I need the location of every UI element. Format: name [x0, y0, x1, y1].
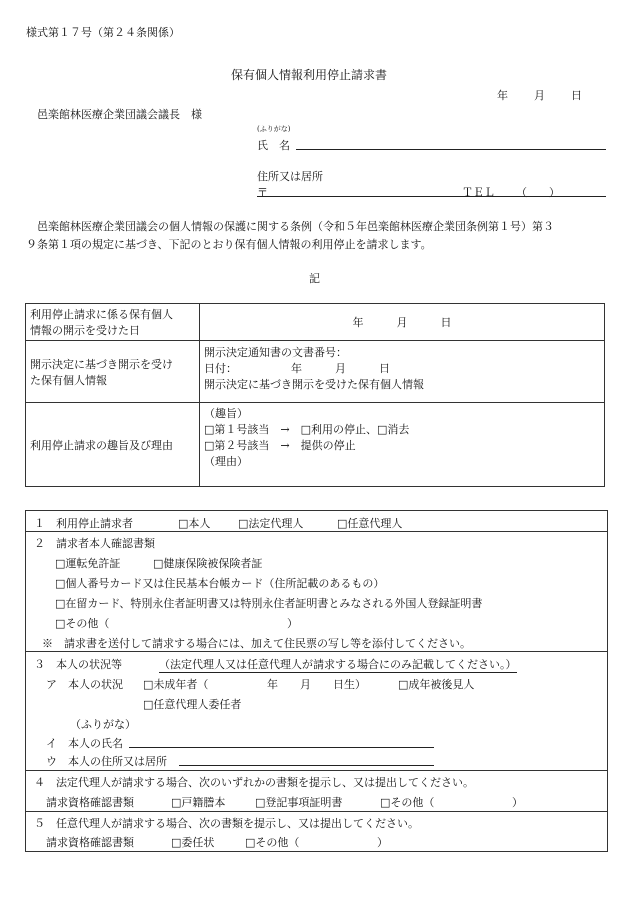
- sec4-doc-label: 請求資格確認書類: [46, 796, 134, 809]
- sec2-opt-license[interactable]: □ 運転免許証: [55, 555, 120, 571]
- tel-paren: （ ）: [516, 186, 560, 199]
- divider: [26, 651, 607, 652]
- requester-info-box: [25, 510, 608, 852]
- tel-label: ＴＥＬ: [462, 186, 495, 199]
- intro-line-2: ９条第１項の規定に基づき、下記のとおり保有個人情報の利用停止を請求します。: [26, 238, 432, 251]
- request-details-table: [25, 303, 605, 487]
- sec3-furigana: （ふりがな）: [70, 718, 136, 731]
- postal-mark: 〒: [257, 186, 268, 199]
- sec3-name-label: イ 本人の氏名: [46, 737, 123, 750]
- divider: [26, 811, 607, 812]
- sec5-label: ５ 任意代理人が請求する場合、次の書類を提示し、又は提出してください。: [34, 817, 419, 830]
- sec3-opt-ward[interactable]: □ 成年被後見人: [398, 676, 474, 692]
- sec2-opt-insurance[interactable]: □ 健康保険被保険者証: [153, 555, 262, 571]
- sec4-opt-koseki[interactable]: □ 戸籍謄本: [171, 794, 225, 810]
- applicant-address-label: 住所又は居所: [257, 170, 323, 183]
- date-day: 日: [571, 89, 582, 102]
- sec1-label: １ 利用停止請求者: [34, 517, 133, 530]
- sec5-other-close: ）: [377, 836, 388, 849]
- sec3-status-label: ア 本人の状況: [46, 678, 123, 691]
- sec3-minor-birthdate: 年 月 日生）: [267, 678, 366, 691]
- sec5-opt-other[interactable]: □ その他（: [245, 834, 299, 850]
- divider: [26, 531, 607, 532]
- sec4-other-close: ）: [512, 796, 523, 809]
- sec3-address-label: ウ 本人の住所又は居所: [46, 755, 167, 768]
- applicant-name-field[interactable]: [296, 149, 606, 150]
- sec2-label: ２ 請求者本人確認書類: [34, 537, 155, 550]
- sec3-label-note: （法定代理人又は任意代理人が請求する場合にのみ記載してください。）: [159, 658, 517, 671]
- purpose-reason-label: 利用停止請求の趣旨及び理由: [26, 403, 200, 487]
- sec2-opt-other[interactable]: □ その他（: [55, 615, 109, 631]
- sec4-label: ４ 法定代理人が請求する場合、次のいずれかの書類を提示し、又は提出してください。: [34, 776, 474, 789]
- disclosed-info-label: 開示決定に基づき開示を受け た保有個人情報: [26, 341, 200, 403]
- intro-line-1: 邑楽館林医療企業団議会の個人情報の保護に関する条例（令和５年邑楽館林医療企業団条例第１号）第３: [37, 220, 554, 233]
- ki-heading: 記: [309, 272, 320, 285]
- page-title: 保有個人情報利用停止請求書: [231, 68, 388, 82]
- form-number: 様式第１７号（第２４条関係）: [26, 26, 180, 39]
- applicant-address-field[interactable]: [257, 196, 606, 197]
- sec2-opt-mynumber[interactable]: □ 個人番号カード又は住民基本台帳カード（住所記載のあるもの）: [55, 575, 384, 591]
- date-year: 年: [497, 89, 508, 102]
- sec2-opt-residence[interactable]: □ 在留カード、特別永住者証明書又は特別永住者証明書とみなされる外国人登録証明書: [55, 595, 482, 611]
- sec1-opt-voluntary[interactable]: □ 任意代理人: [337, 515, 402, 531]
- sec1-opt-self[interactable]: □ 本人: [178, 515, 210, 531]
- date-month: 月: [534, 89, 545, 102]
- sec5-doc-label: 請求資格確認書類: [46, 836, 134, 849]
- received-date-label: 利用停止請求に係る保有個人 情報の開示を受けた日: [26, 304, 200, 341]
- sec3-opt-principal[interactable]: □ 任意代理人委任者: [143, 696, 241, 712]
- disclosed-info-field[interactable]: 開示決定通知書の文書番号： 日付： 年 月 日 開示決定に基づき開示を受けた保有個人情報: [200, 341, 605, 403]
- purpose-reason-field[interactable]: （趣旨） □第１号該当 → □利用の停止、□消去 □第２号該当 → 提供の停止 （理由）: [200, 403, 605, 487]
- sec3-name-field[interactable]: [129, 747, 434, 748]
- sec3-opt-minor[interactable]: □ 未成年者（: [143, 676, 208, 692]
- sec3-label: ３ 本人の状況等: [34, 658, 122, 671]
- sec4-opt-registry[interactable]: □ 登記事項証明書: [255, 794, 342, 810]
- sec3-address-field[interactable]: [179, 765, 434, 766]
- divider: [26, 770, 607, 771]
- received-date-field[interactable]: 年 月 日: [200, 304, 605, 341]
- sec4-opt-other[interactable]: □ その他（: [380, 794, 434, 810]
- sec5-opt-power-of-attorney[interactable]: □ 委任状: [171, 834, 214, 850]
- sec2-note: ※ 請求書を送付して請求する場合には、加えて住民票の写し等を添付してください。: [42, 637, 471, 650]
- applicant-furigana: (ふりがな): [257, 125, 291, 133]
- applicant-name-label: 氏 名: [257, 139, 290, 152]
- addressee: 邑楽館林医療企業団議会議長 様: [37, 108, 202, 121]
- sec1-opt-legal[interactable]: □ 法定代理人: [238, 515, 303, 531]
- sec2-other-close: ）: [287, 617, 298, 630]
